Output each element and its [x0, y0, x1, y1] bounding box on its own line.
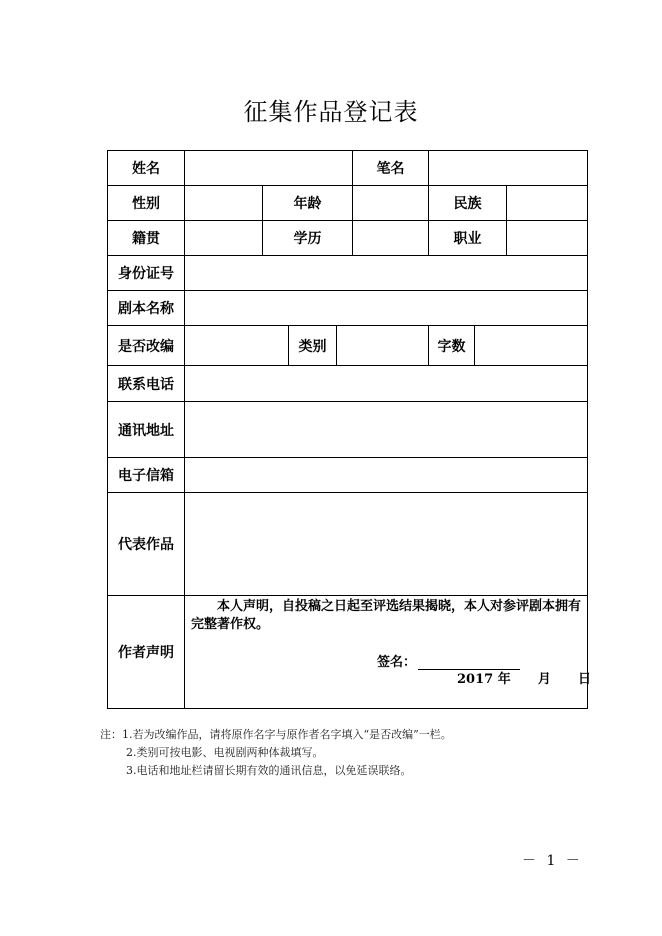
representative-works-label: 代表作品	[108, 493, 185, 596]
word-count-label: 字数	[429, 326, 475, 366]
author-declaration-cell	[185, 596, 592, 709]
id-number-field[interactable]	[185, 256, 588, 291]
address-label: 通讯地址	[108, 402, 185, 458]
age-field[interactable]	[353, 186, 429, 221]
category-label: 类别	[289, 326, 337, 366]
ethnicity-field[interactable]	[507, 186, 588, 221]
representative-works-field[interactable]	[185, 493, 588, 596]
occupation-field[interactable]	[507, 221, 588, 256]
age-label: 年龄	[263, 186, 353, 221]
script-title-label: 剧本名称	[108, 291, 185, 326]
note-1: 注：1.若为改编作品，请将原作名字与原作者名字填入“是否改编”一栏。	[100, 728, 452, 741]
notes	[100, 726, 452, 780]
page-number: － 1 －	[522, 853, 583, 869]
gender-label: 性别	[108, 186, 185, 221]
email-label: 电子信箱	[108, 458, 185, 493]
native-place-field[interactable]	[185, 221, 263, 256]
name-field[interactable]	[185, 151, 353, 186]
education-label: 学历	[263, 221, 353, 256]
phone-label: 联系电话	[108, 366, 185, 402]
phone-field[interactable]	[185, 366, 588, 402]
pen-name-label: 笔名	[353, 151, 429, 186]
email-field[interactable]	[185, 458, 588, 493]
address-field[interactable]	[185, 402, 588, 458]
occupation-label: 职业	[429, 221, 507, 256]
ethnicity-label: 民族	[429, 186, 507, 221]
category-field[interactable]	[337, 326, 429, 366]
gender-field[interactable]	[185, 186, 263, 221]
word-count-field[interactable]	[475, 326, 588, 366]
education-field[interactable]	[353, 221, 429, 256]
adapted-label: 是否改编	[108, 326, 185, 366]
script-title-field[interactable]	[185, 291, 588, 326]
name-label: 姓名	[108, 151, 185, 186]
id-number-label: 身份证号	[108, 256, 185, 291]
native-place-label: 籍贯	[108, 221, 185, 256]
note-3: 3.电话和地址栏请留长期有效的通讯信息，以免延误联络。	[126, 764, 412, 777]
author-declaration-label: 作者声明	[108, 596, 185, 709]
declaration-text: 本人声明，自投稿之日起至评选结果揭晓，本人对参评剧本拥有完整著作权。	[191, 599, 582, 632]
registration-form	[107, 150, 592, 709]
note-2: 2.类别可按电影、电视剧两种体裁填写。	[126, 746, 324, 759]
pen-name-field[interactable]	[429, 151, 588, 186]
declaration-date: 2017 年 月 日	[457, 672, 592, 687]
signature-label: 签名：	[377, 655, 417, 670]
page-title: 征集作品登记表	[243, 98, 419, 126]
adapted-field[interactable]	[185, 326, 289, 366]
